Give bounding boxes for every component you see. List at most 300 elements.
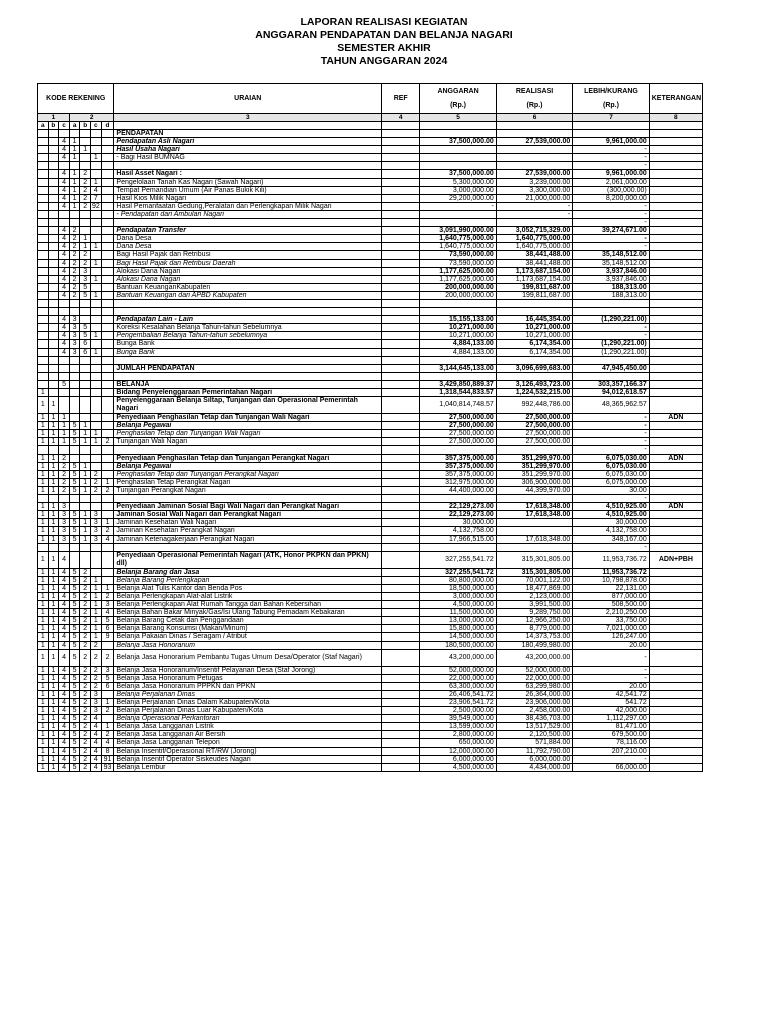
anggaran-cell: 2,800,000.00 <box>420 731 496 739</box>
lebih-kurang-cell: - <box>573 162 649 170</box>
kode-cell: 1 <box>38 470 49 478</box>
lebih-kurang-cell: 348,167.00 <box>573 535 649 543</box>
header-keterangan: KETERANGAN <box>649 84 702 114</box>
lebih-kurang-cell <box>573 299 649 307</box>
keterangan-cell <box>649 568 702 576</box>
kode-cell: 4 <box>59 674 70 682</box>
kode-cell <box>101 446 114 454</box>
uraian-cell: Belanja Barang Konsumsi (Makan/Minum) <box>114 625 382 633</box>
lebih-kurang-cell: - <box>573 414 649 422</box>
kode-cell: 1 <box>38 723 49 731</box>
kode-cell <box>101 348 114 356</box>
kode-cell: 3 <box>69 324 80 332</box>
kode-cell <box>101 414 114 422</box>
lebih-kurang-cell: 42,541.72 <box>573 690 649 698</box>
kode-cell: 1 <box>38 422 49 430</box>
anggaran-cell: 327,255,541.72 <box>420 568 496 576</box>
keterangan-cell <box>649 397 702 414</box>
keterangan-cell <box>649 308 702 316</box>
kode-cell: 4 <box>59 592 70 600</box>
realisasi-cell: 199,811,687.00 <box>496 283 572 291</box>
realisasi-cell: 14,373,753.00 <box>496 633 572 641</box>
kode-cell: 1 <box>38 519 49 527</box>
kode-cell <box>69 495 80 503</box>
kode-cell <box>91 162 102 170</box>
uraian-cell: Belanja Jasa Langganan Listrik <box>114 723 382 731</box>
header-lebih-kurang: LEBIH/KURANG (Rp.) <box>573 84 649 114</box>
table-row <box>38 372 703 380</box>
kode-cell <box>101 454 114 462</box>
lebih-kurang-cell: - <box>573 543 649 551</box>
lebih-kurang-cell: (300,000.00) <box>573 186 649 194</box>
table-row <box>38 454 703 462</box>
uraian-cell: Belanja Jasa Honorarium/Insentif Pelayanan Desa (Staf Jorong) <box>114 666 382 674</box>
keterangan-cell <box>649 535 702 543</box>
kode-cell: 4 <box>101 739 114 747</box>
ref-cell <box>382 576 420 584</box>
uraian-cell: Belanja Perjalanan Dinas <box>114 690 382 698</box>
realisasi-cell: 351,299,970.00 <box>496 462 572 470</box>
keterangan-cell: ADN <box>649 414 702 422</box>
kode-cell: 5 <box>69 422 80 430</box>
kode-cell: 1 <box>38 747 49 755</box>
kode-cell <box>38 178 49 186</box>
realisasi-cell: 10,271,000.00 <box>496 332 572 340</box>
anggaran-cell: 357,375,000.00 <box>420 462 496 470</box>
kode-cell <box>101 235 114 243</box>
kode-cell <box>101 503 114 511</box>
kode-cell: 5 <box>69 601 80 609</box>
anggaran-cell <box>420 495 496 503</box>
lebih-kurang-cell: - <box>573 219 649 227</box>
kode-cell: 1 <box>80 486 91 494</box>
keterangan-cell <box>649 275 702 283</box>
kode-cell: 3 <box>69 340 80 348</box>
kode-cell: 1 <box>48 763 59 771</box>
kode-cell: 2 <box>80 259 91 267</box>
kode-cell: 1 <box>59 430 70 438</box>
kode-cell <box>59 495 70 503</box>
lebih-kurang-cell: 4,510,925.00 <box>573 511 649 519</box>
realisasi-cell: 18,477,869.00 <box>496 584 572 592</box>
kode-cell <box>38 227 49 235</box>
ref-cell <box>382 430 420 438</box>
kode-cell <box>59 372 70 380</box>
kode-cell: 1 <box>80 511 91 519</box>
kode-cell: 1 <box>91 609 102 617</box>
kode-cell <box>38 170 49 178</box>
realisasi-cell: 3,239,000.00 <box>496 178 572 186</box>
kode-cell: 5 <box>69 511 80 519</box>
uraian-cell: Belanja Pakaian Dinas / Seragam / Atribut <box>114 633 382 641</box>
keterangan-cell <box>649 462 702 470</box>
realisasi-cell: 571,884.00 <box>496 739 572 747</box>
ref-cell <box>382 723 420 731</box>
table-row <box>38 219 703 227</box>
keterangan-cell <box>649 138 702 146</box>
kode-cell: 1 <box>38 511 49 519</box>
kode-cell <box>38 332 49 340</box>
lebih-kurang-cell: 11,953,736.72 <box>573 568 649 576</box>
keterangan-cell <box>649 364 702 372</box>
kode-cell <box>101 397 114 414</box>
kode-cell <box>38 243 49 251</box>
kode-cell: 1 <box>38 527 49 535</box>
kode-cell: 4 <box>59 227 70 235</box>
kode-cell: 2 <box>80 584 91 592</box>
realisasi-cell: 12,966,250.00 <box>496 617 572 625</box>
anggaran-cell: 30,000.00 <box>420 519 496 527</box>
kode-cell <box>69 454 80 462</box>
uraian-cell: Penyediaan Penghasilan Tetap dan Tunjangan Perangkat Nagari <box>114 454 382 462</box>
kode-cell: 4 <box>59 259 70 267</box>
kode-cell: 4 <box>59 682 70 690</box>
lebih-kurang-cell: - <box>573 649 649 666</box>
keterangan-cell <box>649 267 702 275</box>
keterangan-cell <box>649 372 702 380</box>
ref-cell <box>382 235 420 243</box>
kode-cell: 1 <box>48 666 59 674</box>
uraian-cell: Pendapatan Lain - Lain <box>114 316 382 324</box>
realisasi-cell: - <box>496 202 572 210</box>
kode-cell: 5 <box>69 470 80 478</box>
kode-cell: 2 <box>80 682 91 690</box>
lebih-kurang-cell: - <box>573 666 649 674</box>
anggaran-cell: 3,091,990,000.00 <box>420 227 496 235</box>
keterangan-cell <box>649 348 702 356</box>
table-row <box>38 130 703 138</box>
table-body <box>38 130 703 772</box>
uraian-cell: Belanja Insentif/Operasional RT/RW (Jorong) <box>114 747 382 755</box>
keterangan-cell <box>649 430 702 438</box>
kode-cell: 2 <box>80 625 91 633</box>
lebih-kurang-cell: (1,290,221.00) <box>573 316 649 324</box>
lebih-kurang-cell: 81,471.00 <box>573 723 649 731</box>
ref-cell <box>382 551 420 568</box>
ref-cell <box>382 446 420 454</box>
kode-cell: 8 <box>101 747 114 755</box>
uraian-cell: Belanja Barang Cetak dan Penggandaan <box>114 617 382 625</box>
kode-cell: 5 <box>101 617 114 625</box>
ref-cell <box>382 178 420 186</box>
kode-cell: 4 <box>59 568 70 576</box>
uraian-cell: Belanja Barang dan Jasa <box>114 568 382 576</box>
kode-cell <box>91 454 102 462</box>
ref-cell <box>382 162 420 170</box>
kode-cell: 2 <box>80 699 91 707</box>
kode-cell: 5 <box>69 690 80 698</box>
anggaran-cell: 4,132,758.00 <box>420 527 496 535</box>
kode-cell <box>80 316 91 324</box>
kode-cell <box>101 186 114 194</box>
kode-cell: 1 <box>48 551 59 568</box>
kode-cell: 1 <box>80 243 91 251</box>
realisasi-cell <box>496 543 572 551</box>
ref-cell <box>382 397 420 414</box>
kode-cell <box>48 219 59 227</box>
column-letter-row: a b c a b c d <box>38 122 703 130</box>
report-title <box>0 16 768 68</box>
anggaran-cell: 4,884,133.00 <box>420 340 496 348</box>
lebih-kurang-cell: 188,313.00 <box>573 283 649 291</box>
kode-cell: 4 <box>59 332 70 340</box>
uraian-cell <box>114 372 382 380</box>
kode-cell <box>101 389 114 397</box>
ref-cell <box>382 535 420 543</box>
table-row <box>38 170 703 178</box>
kode-cell <box>48 235 59 243</box>
kode-cell: 4 <box>59 601 70 609</box>
kode-cell: 1 <box>69 202 80 210</box>
ref-cell <box>382 633 420 641</box>
keterangan-cell <box>649 707 702 715</box>
ref-cell <box>382 154 420 162</box>
kode-cell: 4 <box>59 186 70 194</box>
kode-cell <box>48 291 59 299</box>
anggaran-cell: 3,000,000.00 <box>420 592 496 600</box>
kode-cell: 5 <box>69 763 80 771</box>
table-row <box>38 715 703 723</box>
table-row <box>38 227 703 235</box>
kode-cell: 2 <box>80 592 91 600</box>
realisasi-cell: 6,174,354.00 <box>496 348 572 356</box>
ref-cell <box>382 486 420 494</box>
ref-cell <box>382 707 420 715</box>
kode-cell: 5 <box>69 633 80 641</box>
kode-cell: 3 <box>91 511 102 519</box>
kode-cell: 5 <box>69 592 80 600</box>
uraian-cell: Tunjangan Wali Nagari <box>114 438 382 446</box>
keterangan-cell <box>649 486 702 494</box>
anggaran-cell <box>420 299 496 307</box>
kode-cell: 1 <box>38 592 49 600</box>
kode-cell <box>91 316 102 324</box>
ref-cell <box>382 755 420 763</box>
uraian-cell: Belanja Jasa Honorarium PPPKN dan PPKN <box>114 682 382 690</box>
kode-cell <box>69 219 80 227</box>
kode-cell: 4 <box>59 340 70 348</box>
table-row <box>38 332 703 340</box>
kode-cell: 2 <box>101 527 114 535</box>
kode-cell <box>101 641 114 649</box>
kode-cell <box>101 130 114 138</box>
realisasi-cell: 27,500,000.00 <box>496 422 572 430</box>
kode-cell: 1 <box>101 723 114 731</box>
kode-cell <box>48 227 59 235</box>
kode-cell <box>48 162 59 170</box>
kode-cell <box>101 202 114 210</box>
uraian-cell: Penghasilan Tetap Perangkat Nagari <box>114 478 382 486</box>
table-row <box>38 731 703 739</box>
kode-cell <box>48 210 59 218</box>
uraian-cell: Pendapatan Transfer <box>114 227 382 235</box>
kode-cell: 1 <box>48 584 59 592</box>
keterangan-cell <box>649 251 702 259</box>
kode-cell <box>80 543 91 551</box>
kode-cell <box>59 210 70 218</box>
anggaran-cell: 4,500,000.00 <box>420 601 496 609</box>
kode-cell <box>80 364 91 372</box>
uraian-cell: Hasil Pemanfaatan Gedung,Peralatan dan Perlengkapan Milik Nagari <box>114 202 382 210</box>
kode-cell: 5 <box>69 478 80 486</box>
kode-cell: 2 <box>80 186 91 194</box>
kode-cell: 2 <box>80 170 91 178</box>
anggaran-cell: 27,500,000.00 <box>420 414 496 422</box>
keterangan-cell <box>649 202 702 210</box>
keterangan-cell: ADN <box>649 454 702 462</box>
kode-cell: 2 <box>80 202 91 210</box>
keterangan-cell <box>649 380 702 388</box>
table-row <box>38 592 703 600</box>
keterangan-cell <box>649 178 702 186</box>
kode-cell: 2 <box>80 178 91 186</box>
lebih-kurang-cell <box>573 308 649 316</box>
uraian-cell: Alokasi Dana Nagari <box>114 275 382 283</box>
table-row <box>38 723 703 731</box>
anggaran-cell <box>420 219 496 227</box>
ref-cell <box>382 202 420 210</box>
kode-cell: 1 <box>38 568 49 576</box>
kode-cell <box>69 130 80 138</box>
lebih-kurang-cell: 66,000.00 <box>573 763 649 771</box>
kode-cell <box>101 511 114 519</box>
keterangan-cell: ADN <box>649 503 702 511</box>
kode-cell <box>48 243 59 251</box>
anggaran-cell <box>420 356 496 364</box>
keterangan-cell <box>649 747 702 755</box>
kode-cell: 2 <box>69 235 80 243</box>
keterangan-cell <box>649 511 702 519</box>
lebih-kurang-cell: - <box>573 243 649 251</box>
realisasi-cell: 21,000,000.00 <box>496 194 572 202</box>
kode-cell: 4 <box>59 202 70 210</box>
kode-cell <box>91 543 102 551</box>
table-row <box>38 438 703 446</box>
table-row <box>38 666 703 674</box>
ref-cell <box>382 251 420 259</box>
kode-cell: 5 <box>59 380 70 388</box>
kode-cell: 1 <box>91 178 102 186</box>
lebih-kurang-cell <box>573 372 649 380</box>
kode-cell <box>91 389 102 397</box>
kode-cell: 1 <box>38 617 49 625</box>
header-uraian: URAIAN <box>114 84 382 114</box>
kode-cell: 3 <box>91 519 102 527</box>
ref-cell <box>382 259 420 267</box>
uraian-cell: Belanja Jasa Honorarium <box>114 641 382 649</box>
lebih-kurang-cell: - <box>573 235 649 243</box>
lebih-kurang-cell: 303,357,166.37 <box>573 380 649 388</box>
kode-cell: 3 <box>91 699 102 707</box>
kode-cell: 2 <box>59 454 70 462</box>
anggaran-cell: 27,500,000.00 <box>420 430 496 438</box>
report-table <box>37 83 703 772</box>
kode-cell: 1 <box>101 519 114 527</box>
kode-cell: 4 <box>59 699 70 707</box>
header-kode: KODE REKENING <box>38 84 114 114</box>
kode-cell: 1 <box>80 422 91 430</box>
kode-cell: 5 <box>69 707 80 715</box>
kode-cell <box>91 397 102 414</box>
realisasi-cell: 63,299,980.00 <box>496 682 572 690</box>
kode-cell: 4 <box>59 739 70 747</box>
anggaran-cell <box>420 210 496 218</box>
keterangan-cell <box>649 356 702 364</box>
ref-cell <box>382 243 420 251</box>
kode-cell <box>101 283 114 291</box>
uraian-cell: Jaminan Sosial Wali Nagari dan Perangkat Nagari <box>114 511 382 519</box>
realisasi-cell: 1,640,775,000.00 <box>496 235 572 243</box>
anggaran-cell: 37,500,000.00 <box>420 170 496 178</box>
realisasi-cell <box>496 446 572 454</box>
realisasi-cell: 26,364,000.00 <box>496 690 572 698</box>
kode-cell: 2 <box>69 227 80 235</box>
uraian-cell: Penyediaan Jaminan Sosial Bagi Wali Nagari dan Perangkat Nagari <box>114 503 382 511</box>
uraian-cell: Belanja Pegawai <box>114 462 382 470</box>
kode-cell: 1 <box>48 511 59 519</box>
header-ref: REF <box>382 84 420 114</box>
keterangan-cell <box>649 543 702 551</box>
lebih-kurang-cell: 3,937,846.00 <box>573 275 649 283</box>
anggaran-cell <box>420 543 496 551</box>
kode-cell: 2 <box>80 641 91 649</box>
kode-cell <box>91 267 102 275</box>
kode-cell: 1 <box>91 430 102 438</box>
realisasi-cell: 38,441,488.00 <box>496 259 572 267</box>
table-row <box>38 649 703 666</box>
kode-cell: 1 <box>91 275 102 283</box>
kode-cell <box>91 356 102 364</box>
uraian-cell: Penyediaan Penghasilan Tetap dan Tunjangan Wali Nagari <box>114 414 382 422</box>
kode-cell <box>80 414 91 422</box>
anggaran-cell: 29,200,000.00 <box>420 194 496 202</box>
keterangan-cell <box>649 715 702 723</box>
table-row <box>38 495 703 503</box>
realisasi-cell: 2,120,500.00 <box>496 731 572 739</box>
lebih-kurang-cell: - <box>573 202 649 210</box>
kode-cell: 9 <box>101 633 114 641</box>
kode-cell: 93 <box>101 763 114 771</box>
kode-cell: 4 <box>59 649 70 666</box>
table-row <box>38 511 703 519</box>
lebih-kurang-cell: 30,000.00 <box>573 519 649 527</box>
kode-cell: 5 <box>80 324 91 332</box>
realisasi-cell: 70,001,122.00 <box>496 576 572 584</box>
kode-cell: 1 <box>69 194 80 202</box>
kode-cell: 1 <box>48 609 59 617</box>
kode-cell: 1 <box>38 755 49 763</box>
kode-cell <box>80 551 91 568</box>
uraian-cell: Belanja Insentif Operator Siskeudes Nagari <box>114 755 382 763</box>
anggaran-cell: 27,500,000.00 <box>420 422 496 430</box>
kode-cell <box>38 308 49 316</box>
uraian-cell: Jaminan Kesehatan Perangkat Nagari <box>114 527 382 535</box>
lebih-kurang-cell: 47,945,450.00 <box>573 364 649 372</box>
ref-cell <box>382 316 420 324</box>
kode-cell <box>80 154 91 162</box>
anggaran-cell: 10,271,000.00 <box>420 324 496 332</box>
ref-cell <box>382 519 420 527</box>
kode-cell <box>59 130 70 138</box>
kode-cell <box>69 299 80 307</box>
realisasi-cell: 6,000,000.00 <box>496 755 572 763</box>
realisasi-cell: 6,174,354.00 <box>496 340 572 348</box>
kode-cell: 2 <box>80 609 91 617</box>
kode-cell: 2 <box>101 731 114 739</box>
kode-cell <box>48 340 59 348</box>
realisasi-cell: 17,618,348.00 <box>496 503 572 511</box>
kode-cell: 2 <box>80 723 91 731</box>
